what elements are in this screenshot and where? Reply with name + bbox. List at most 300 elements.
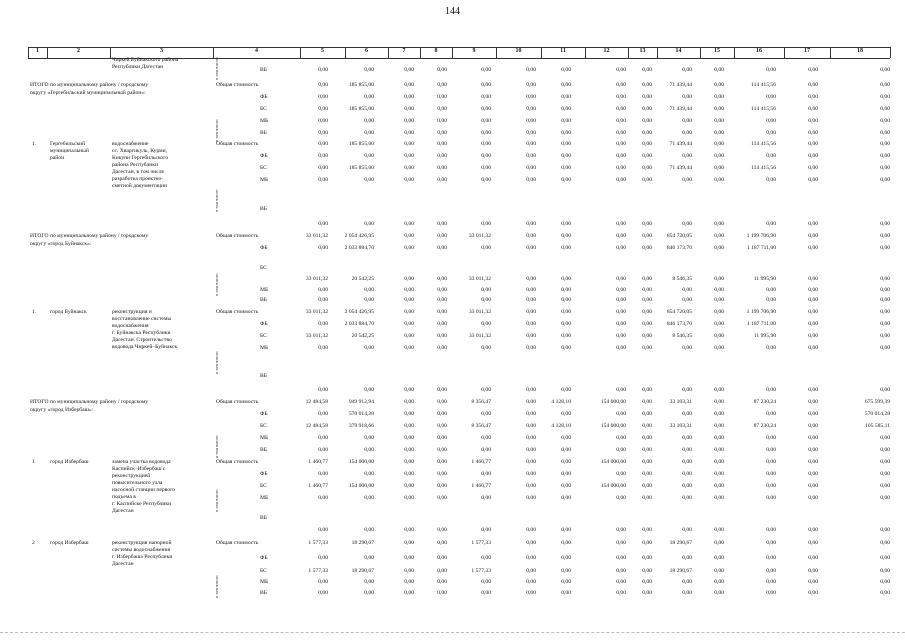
amount-cell: 0,00: [714, 387, 724, 393]
amount-cell: 0,00: [481, 495, 491, 501]
amount-cell: 0,00: [318, 94, 328, 100]
amount-cell: 0,00: [318, 245, 328, 251]
amount-cell: 0,00: [880, 130, 890, 136]
amount-cell: 0,00: [642, 447, 652, 453]
amount-cell: 0,00: [437, 153, 447, 159]
amount-cell: 154 000,00: [600, 423, 626, 429]
amount-cell: 0,00: [616, 153, 626, 159]
amount-cell: 0,00: [526, 153, 536, 159]
amount-cell: 0,00: [481, 435, 491, 441]
amount-cell: 0,00: [642, 579, 652, 585]
amount-cell: 0,00: [808, 165, 818, 171]
amount-cell: 0,00: [437, 540, 447, 546]
amount-cell: 0,00: [880, 579, 890, 585]
column-header: 13: [639, 48, 646, 54]
description-text: город Избербаш: [50, 459, 89, 465]
amount-cell: 0,00: [437, 82, 447, 88]
amount-cell: 0,00: [481, 67, 491, 73]
description-text: Дагестан, в том числе: [112, 169, 165, 175]
amount-cell: 0,00: [880, 568, 890, 574]
amount-cell: 0,00: [318, 287, 328, 293]
amount-cell: 0,00: [481, 82, 491, 88]
amount-cell: 33 011,32: [305, 333, 328, 339]
funding-source-label: МБ: [260, 177, 269, 183]
amount-cell: 0,00: [364, 387, 374, 393]
amount-cell: 0,00: [561, 297, 571, 303]
in-that-number-label: в том числе:: [214, 350, 219, 374]
amount-cell: 0,00: [526, 297, 536, 303]
amount-cell: 0,00: [404, 309, 414, 315]
amount-cell: 0,00: [526, 387, 536, 393]
amount-cell: 0,00: [561, 540, 571, 546]
amount-cell: 11 995,90: [753, 276, 776, 282]
description-text: г. Буйнакска Республики: [112, 330, 171, 336]
in-that-number-label: в том числе:: [214, 434, 219, 458]
amount-cell: 0,00: [714, 141, 724, 147]
amount-cell: 0,00: [404, 141, 414, 147]
amount-cell: 0,00: [616, 555, 626, 561]
amount-cell: 0,00: [616, 233, 626, 239]
amount-cell: 0,00: [616, 321, 626, 327]
amount-cell: 0,00: [642, 459, 652, 465]
amount-cell: 0,00: [561, 411, 571, 417]
amount-cell: 0,00: [714, 233, 724, 239]
amount-cell: 0,00: [714, 345, 724, 351]
amount-cell: 0,00: [714, 495, 724, 501]
amount-cell: 0,00: [714, 221, 724, 227]
amount-cell: 0,00: [808, 118, 818, 124]
amount-cell: 0,00: [766, 579, 776, 585]
amount-cell: 0,00: [808, 153, 818, 159]
amount-cell: 0,00: [526, 423, 536, 429]
amount-cell: 0,00: [808, 130, 818, 136]
amount-cell: 0,00: [880, 309, 890, 315]
amount-cell: 18 290,67: [351, 568, 374, 574]
amount-cell: 0,00: [714, 94, 724, 100]
amount-cell: 114 415,56: [751, 165, 776, 171]
amount-cell: 0,00: [404, 471, 414, 477]
amount-cell: 0,00: [404, 459, 414, 465]
amount-cell: 0,00: [642, 82, 652, 88]
amount-cell: 0,00: [404, 94, 414, 100]
amount-cell: 1 577,33: [308, 540, 328, 546]
amount-cell: 0,00: [880, 106, 890, 112]
amount-cell: 0,00: [682, 483, 692, 489]
amount-cell: 0,00: [526, 245, 536, 251]
amount-cell: 0,00: [616, 333, 626, 339]
amount-cell: 0,00: [561, 141, 571, 147]
amount-cell: 0,00: [682, 118, 692, 124]
amount-cell: 0,00: [481, 106, 491, 112]
amount-cell: 0,00: [766, 387, 776, 393]
description-text: муниципальный: [50, 148, 89, 154]
amount-cell: 0,00: [404, 447, 414, 453]
amount-cell: 0,00: [404, 130, 414, 136]
amount-cell: 0,00: [481, 345, 491, 351]
row-number: 1: [32, 459, 35, 465]
amount-cell: 0,00: [880, 387, 890, 393]
amount-cell: 0,00: [880, 233, 890, 239]
amount-cell: 0,00: [880, 94, 890, 100]
amount-cell: 0,00: [404, 435, 414, 441]
amount-cell: 0,00: [766, 568, 776, 574]
amount-cell: 0,00: [682, 555, 692, 561]
amount-cell: 0,00: [437, 579, 447, 585]
amount-cell: 0,00: [714, 399, 724, 405]
amount-cell: 0,00: [561, 579, 571, 585]
amount-cell: 0,00: [437, 555, 447, 561]
amount-cell: 0,00: [318, 471, 328, 477]
amount-cell: 0,00: [404, 118, 414, 124]
amount-cell: 0,00: [318, 118, 328, 124]
description-text: Республики Дагестан: [112, 64, 164, 70]
amount-cell: 0,00: [526, 555, 536, 561]
description-text: района Республики: [112, 162, 159, 168]
amount-cell: 0,00: [318, 579, 328, 585]
amount-cell: 0,00: [616, 447, 626, 453]
amount-cell: 0,00: [642, 345, 652, 351]
column-header: 6: [365, 48, 368, 54]
amount-cell: 185 855,00: [348, 106, 374, 112]
amount-cell: 0,00: [437, 118, 447, 124]
amount-cell: 0,00: [616, 94, 626, 100]
amount-cell: 0,00: [808, 297, 818, 303]
amount-cell: 0,00: [404, 590, 414, 596]
amount-cell: 33 103,31: [669, 399, 692, 405]
amount-cell: 0,00: [682, 177, 692, 183]
amount-cell: 0,00: [437, 67, 447, 73]
amount-cell: 33 011,32: [305, 233, 328, 239]
amount-cell: 185 855,00: [348, 165, 374, 171]
amount-cell: 0,00: [880, 245, 890, 251]
amount-cell: 0,00: [437, 387, 447, 393]
in-that-number-label: в том числе:: [214, 488, 219, 512]
amount-cell: 0,00: [481, 590, 491, 596]
amount-cell: 0,00: [437, 345, 447, 351]
amount-cell: 0,00: [364, 447, 374, 453]
description-text: реконструкцией: [112, 473, 151, 479]
amount-cell: 0,00: [404, 527, 414, 533]
amount-cell: 20 542,25: [351, 333, 374, 339]
amount-cell: 0,00: [642, 435, 652, 441]
amount-cell: 0,00: [642, 153, 652, 159]
amount-cell: 0,00: [880, 459, 890, 465]
amount-cell: 0,00: [404, 153, 414, 159]
amount-cell: 0,00: [561, 555, 571, 561]
amount-cell: 0,00: [880, 287, 890, 293]
amount-cell: 0,00: [437, 333, 447, 339]
funding-source-label: МБ: [260, 287, 269, 293]
column-header: 17: [804, 48, 810, 54]
amount-cell: 0,00: [437, 590, 447, 596]
amount-cell: 0,00: [481, 297, 491, 303]
funding-source-label: ФБ: [260, 411, 268, 417]
amount-cell: 0,00: [642, 309, 652, 315]
description-text: Гергебильский: [50, 141, 86, 147]
amount-cell: 0,00: [526, 579, 536, 585]
funding-source-label: БС: [260, 333, 267, 339]
amount-cell: 0,00: [481, 579, 491, 585]
column-header: 7: [402, 48, 406, 54]
funding-source-label: ФБ: [260, 153, 268, 159]
amount-cell: 0,00: [481, 94, 491, 100]
amount-cell: 0,00: [714, 82, 724, 88]
amount-cell: 0,00: [437, 245, 447, 251]
amount-cell: 0,00: [561, 321, 571, 327]
amount-cell: 0,00: [318, 67, 328, 73]
amount-cell: 0,00: [682, 153, 692, 159]
in-that-number-label: в том числе:: [214, 118, 219, 142]
amount-cell: 114 415,56: [751, 141, 776, 147]
amount-cell: 0,00: [364, 555, 374, 561]
amount-cell: 0,00: [808, 309, 818, 315]
page-number: 144: [445, 6, 460, 17]
amount-cell: 0,00: [642, 471, 652, 477]
amount-cell: 0,00: [714, 435, 724, 441]
amount-cell: 0,00: [714, 130, 724, 136]
amount-cell: 0,00: [561, 276, 571, 282]
funding-source-label: ВБ: [260, 130, 267, 136]
amount-cell: 0,00: [364, 495, 374, 501]
amount-cell: 0,00: [561, 590, 571, 596]
amount-cell: 0,00: [616, 579, 626, 585]
amount-cell: 12 484,58: [305, 423, 328, 429]
amount-cell: 0,00: [616, 527, 626, 533]
funding-source-label: ВБ: [260, 67, 267, 73]
amount-cell: 846 173,70: [666, 245, 692, 251]
description-text: восстановление системы: [112, 316, 172, 322]
column-header: 16: [756, 48, 762, 54]
description-text: район: [50, 155, 65, 161]
funding-source-label: БС: [260, 265, 267, 271]
funding-source-label: МБ: [260, 435, 269, 441]
amount-cell: 0,00: [561, 447, 571, 453]
amount-cell: 0,00: [404, 106, 414, 112]
amount-cell: 0,00: [437, 483, 447, 489]
amount-cell: 1 460,77: [471, 459, 491, 465]
description-text: подъема в: [112, 494, 136, 500]
description-text: Дагестан. Строительство: [112, 337, 172, 343]
amount-cell: 0,00: [714, 106, 724, 112]
amount-cell: 0,00: [364, 118, 374, 124]
row-number: 1.: [32, 309, 37, 315]
amount-cell: 0,00: [682, 297, 692, 303]
amount-cell: 0,00: [404, 297, 414, 303]
amount-cell: 0,00: [766, 177, 776, 183]
amount-cell: 0,00: [642, 321, 652, 327]
funding-source-label: ФБ: [260, 245, 268, 251]
amount-cell: 0,00: [714, 118, 724, 124]
description-text: округу «город Буйнакск»:: [30, 241, 92, 247]
amount-cell: 0,00: [526, 483, 536, 489]
amount-cell: 0,00: [318, 177, 328, 183]
amount-cell: 0,00: [561, 130, 571, 136]
amount-cell: 0,00: [808, 82, 818, 88]
amount-cell: 0,00: [526, 233, 536, 239]
amount-cell: 0,00: [364, 67, 374, 73]
amount-cell: 0,00: [437, 141, 447, 147]
amount-cell: 0,00: [642, 221, 652, 227]
amount-cell: 0,00: [766, 483, 776, 489]
amount-cell: 0,00: [808, 67, 818, 73]
amount-cell: 0,00: [714, 447, 724, 453]
amount-cell: 33 011,32: [468, 233, 491, 239]
amount-cell: 0,00: [526, 568, 536, 574]
description-text: Каспийск–Избербаш с: [112, 466, 166, 472]
amount-cell: 0,00: [808, 245, 818, 251]
amount-cell: 0,00: [714, 67, 724, 73]
amount-cell: 0,00: [714, 153, 724, 159]
amount-cell: 71 439,44: [669, 165, 692, 171]
in-that-number-label: в том числе:: [214, 188, 219, 212]
amount-cell: 0,00: [714, 287, 724, 293]
amount-cell: 0,00: [318, 82, 328, 88]
amount-cell: 854 720,05: [666, 309, 692, 315]
amount-cell: 0,00: [437, 495, 447, 501]
amount-cell: 33 011,32: [468, 276, 491, 282]
amount-cell: 0,00: [766, 447, 776, 453]
column-header: 5: [321, 48, 324, 54]
amount-cell: 1 460,77: [471, 483, 491, 489]
amount-cell: 114 415,56: [751, 82, 776, 88]
amount-cell: 0,00: [526, 130, 536, 136]
amount-cell: 0,00: [318, 447, 328, 453]
amount-cell: 0,00: [766, 527, 776, 533]
funding-source-label: МБ: [260, 118, 269, 124]
amount-cell: 0,00: [714, 555, 724, 561]
funding-source-label: БС: [260, 106, 267, 112]
amount-cell: 0,00: [526, 527, 536, 533]
amount-cell: 0,00: [880, 435, 890, 441]
amount-cell: 0,00: [682, 435, 692, 441]
amount-cell: 0,00: [808, 333, 818, 339]
amount-cell: 0,00: [437, 221, 447, 227]
funding-source-label: Общая стоимость: [216, 141, 259, 147]
funding-source-label: ВБ: [260, 515, 267, 521]
amount-cell: 0,00: [682, 590, 692, 596]
amount-cell: 0,00: [714, 321, 724, 327]
amount-cell: 0,00: [808, 233, 818, 239]
description-text: разработка проектно-: [112, 176, 164, 182]
amount-cell: 0,00: [561, 94, 571, 100]
column-header: 3: [160, 48, 163, 54]
amount-cell: 0,00: [616, 590, 626, 596]
in-that-number-label: в том числе:: [214, 56, 219, 80]
amount-cell: 0,00: [616, 118, 626, 124]
amount-cell: 0,00: [616, 67, 626, 73]
amount-cell: 0,00: [481, 165, 491, 171]
amount-cell: 0,00: [682, 130, 692, 136]
description-text: округу «город Избербаш»:: [30, 407, 94, 413]
amount-cell: 0,00: [437, 309, 447, 315]
amount-cell: 0,00: [404, 568, 414, 574]
amount-cell: 0,00: [766, 459, 776, 465]
amount-cell: 0,00: [714, 471, 724, 477]
amount-cell: 0,00: [318, 141, 328, 147]
amount-cell: 0,00: [808, 321, 818, 327]
amount-cell: 0,00: [404, 483, 414, 489]
amount-cell: 0,00: [616, 165, 626, 171]
amount-cell: 0,00: [526, 411, 536, 417]
amount-cell: 0,00: [481, 471, 491, 477]
amount-cell: 1 199 706,90: [746, 309, 776, 315]
amount-cell: 0,00: [766, 555, 776, 561]
amount-cell: 154 000,00: [348, 459, 374, 465]
amount-cell: 0,00: [481, 411, 491, 417]
column-header: 1: [36, 48, 39, 54]
row-number: 1.: [32, 141, 37, 147]
amount-cell: 11 995,90: [753, 333, 776, 339]
amount-cell: 0,00: [481, 221, 491, 227]
amount-cell: 1 460,77: [308, 483, 328, 489]
amount-cell: 114 415,56: [751, 106, 776, 112]
amount-cell: 0,00: [642, 568, 652, 574]
amount-cell: 0,00: [808, 276, 818, 282]
amount-cell: 0,00: [437, 471, 447, 477]
amount-cell: 0,00: [561, 118, 571, 124]
amount-cell: 0,00: [616, 106, 626, 112]
amount-cell: 87 230,24: [753, 399, 776, 405]
amount-cell: 0,00: [808, 447, 818, 453]
amount-cell: 0,00: [364, 345, 374, 351]
amount-cell: 0,00: [642, 590, 652, 596]
amount-cell: 0,00: [364, 94, 374, 100]
column-header: 14: [675, 48, 682, 54]
amount-cell: 0,00: [616, 411, 626, 417]
amount-cell: 0,00: [437, 165, 447, 171]
amount-cell: 0,00: [642, 399, 652, 405]
amount-cell: 1 187 711,00: [746, 245, 776, 251]
amount-cell: 0,00: [714, 459, 724, 465]
funding-source-label: ВБ: [260, 206, 267, 212]
amount-cell: 0,00: [642, 130, 652, 136]
description-text: город Буйнакск: [50, 309, 87, 315]
amount-cell: 0,00: [526, 106, 536, 112]
amount-cell: 0,00: [526, 399, 536, 405]
amount-cell: 0,00: [808, 435, 818, 441]
amount-cell: 0,00: [766, 287, 776, 293]
amount-cell: 0,00: [481, 118, 491, 124]
funding-source-label: ВБ: [260, 447, 267, 453]
amount-cell: 0,00: [318, 165, 328, 171]
amount-cell: 0,00: [682, 345, 692, 351]
amount-cell: 0,00: [766, 67, 776, 73]
amount-cell: 0,00: [682, 527, 692, 533]
amount-cell: 0,00: [561, 435, 571, 441]
amount-cell: 0,00: [642, 555, 652, 561]
amount-cell: 0,00: [616, 141, 626, 147]
amount-cell: 2 033 884,70: [344, 245, 374, 251]
amount-cell: 0,00: [437, 459, 447, 465]
funding-source-label: Общая стоимость: [216, 459, 259, 465]
amount-cell: 0,00: [808, 568, 818, 574]
amount-cell: 0,00: [616, 297, 626, 303]
amount-cell: 105 585,11: [865, 423, 890, 429]
amount-cell: 0,00: [318, 153, 328, 159]
amount-cell: 0,00: [766, 153, 776, 159]
amount-cell: 0,00: [526, 118, 536, 124]
amount-cell: 185 855,00: [348, 82, 374, 88]
amount-cell: 154 000,00: [600, 399, 626, 405]
amount-cell: 0,00: [880, 447, 890, 453]
amount-cell: 0,00: [526, 221, 536, 227]
amount-cell: 0,00: [642, 540, 652, 546]
amount-cell: 0,00: [808, 495, 818, 501]
amount-cell: 0,00: [526, 447, 536, 453]
column-header: 8: [434, 48, 438, 54]
description-text: повысительного узла: [112, 480, 163, 486]
funding-source-label: ФБ: [260, 321, 268, 327]
